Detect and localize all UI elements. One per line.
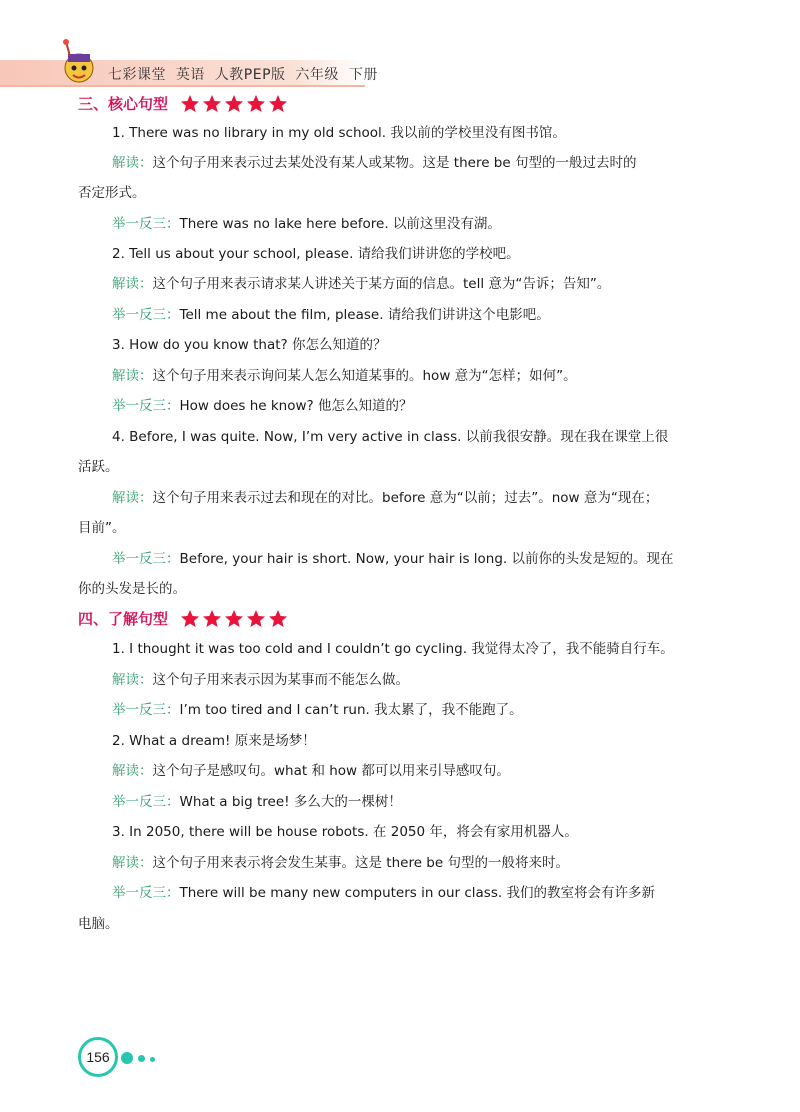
star-rating [180, 609, 288, 629]
explanation-line: 解读：这个句子用来表示过去和现在的对比。before 意为“以前；过去”。now 意为“现在； [112, 490, 659, 506]
mascot-icon [58, 38, 98, 88]
sentence-line: 活跃。 [78, 459, 119, 475]
star-icon [180, 609, 200, 629]
decorative-dot [138, 1055, 145, 1062]
label-juyi: 举一反三： [112, 794, 180, 810]
example-line: 举一反三：How does he know? 他怎么知道的？ [112, 398, 413, 414]
explanation-line: 解读：这个句子用来表示将会发生某事。这是 there be 句型的一般将来时。 [112, 855, 569, 871]
example-line: 举一反三：I’m too tired and I can’t run. 我太累了，我不能跑了。 [112, 702, 523, 718]
running-header: 七彩课堂 英语 人教PEP版 六年级 下册 [108, 67, 378, 83]
sentence-line: 1. There was no library in my old school. 我以前的学校里没有图书馆。 [112, 125, 566, 141]
label-juyi: 举一反三： [112, 216, 180, 232]
section-title-core-label: 三、核心句型 [78, 95, 169, 113]
sentence-line: 1. I thought it was too cold and I couldn’t go cycling. 我觉得太冷了，我不能骑自行车。 [112, 641, 674, 657]
star-icon [224, 609, 244, 629]
label-juyi: 举一反三： [112, 398, 180, 414]
sentence-line: 2. What a dream! 原来是场梦！ [112, 733, 316, 749]
label-jiedu: 解读： [112, 672, 153, 688]
label-juyi: 举一反三： [112, 307, 180, 323]
label-jiedu: 解读： [112, 763, 153, 779]
explanation-line: 解读：这个句子是感叹句。what 和 how 都可以用来引导感叹句。 [112, 763, 510, 779]
star-icon [180, 94, 200, 114]
label-jiedu: 解读： [112, 855, 153, 871]
sentence-line: 4. Before, I was quite. Now, I’m very active in class. 以前我很安静。现在我在课堂上很 [112, 429, 669, 445]
explanation-line: 目前”。 [78, 520, 126, 536]
label-juyi: 举一反三： [112, 885, 180, 901]
decorative-dot [150, 1057, 155, 1062]
sentence-line: 3. In 2050, there will be house robots. 在 2050 年，将会有家用机器人。 [112, 824, 578, 840]
explanation-line: 解读：这个句子用来表示询问某人怎么知道某事的。how 意为“怎样；如何”。 [112, 368, 577, 384]
sentence-line: 3. How do you know that? 你怎么知道的？ [112, 337, 387, 353]
section-title-understand [78, 608, 288, 629]
label-juyi: 举一反三： [112, 702, 180, 718]
star-icon [202, 94, 222, 114]
page-number: 156 [86, 1049, 110, 1065]
label-jiedu: 解读： [112, 155, 153, 171]
explanation-line: 解读：这个句子用来表示请求某人讲述关于某方面的信息。tell 意为“告诉；告知”。 [112, 276, 611, 292]
example-line: 举一反三：What a big tree! 多么大的一棵树！ [112, 794, 402, 810]
label-juyi: 举一反三： [112, 551, 180, 567]
star-icon [268, 94, 288, 114]
star-icon [224, 94, 244, 114]
example-line: 电脑。 [78, 916, 119, 932]
label-jiedu: 解读： [112, 490, 153, 506]
section-title-understand-label: 四、了解句型 [78, 610, 169, 628]
explanation-line: 解读：这个句子用来表示因为某事而不能怎么做。 [112, 672, 409, 688]
page-number-badge [78, 1037, 118, 1077]
example-line: 举一反三：There will be many new computers in our class. 我们的教室将会有许多新 [112, 885, 655, 901]
example-line: 你的头发是长的。 [78, 581, 186, 597]
star-icon [246, 609, 266, 629]
explanation-line: 否定形式。 [78, 185, 146, 201]
label-jiedu: 解读： [112, 368, 153, 384]
example-line: 举一反三：There was no lake here before. 以前这里没有湖。 [112, 216, 501, 232]
example-line: 举一反三：Tell me about the film, please. 请给我们讲讲这个电影吧。 [112, 307, 550, 323]
star-icon [268, 609, 288, 629]
star-icon [246, 94, 266, 114]
star-rating [180, 94, 288, 114]
example-line: 举一反三：Before, your hair is short. Now, your hair is long. 以前你的头发是短的。现在 [112, 551, 674, 567]
sentence-line: 2. Tell us about your school, please. 请给我们讲讲您的学校吧。 [112, 246, 520, 262]
decorative-dot [121, 1052, 133, 1064]
header-rule [0, 85, 365, 87]
label-jiedu: 解读： [112, 276, 153, 292]
star-icon [202, 609, 222, 629]
section-title-core [78, 93, 288, 114]
explanation-line: 解读：这个句子用来表示过去某处没有某人或某物。这是 there be 句型的一般过去时的 [112, 155, 637, 171]
